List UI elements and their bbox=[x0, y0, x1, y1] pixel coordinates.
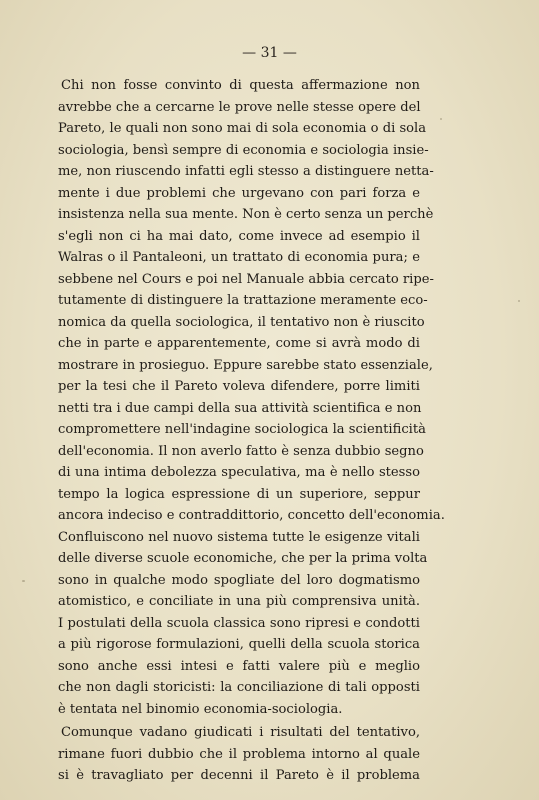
text-line: di una intima debolezza speculativa, ma è nello stesso bbox=[58, 465, 420, 480]
body-text bbox=[58, 75, 445, 787]
text-line: s'egli non ci ha mai dato, come invece ad esempio il bbox=[58, 228, 420, 244]
text-line: ancora indeciso e contraddittorio, concetto dell'economia. bbox=[58, 508, 445, 523]
text-line: dell'economia. Il non averlo fatto è senza dubbio segno bbox=[58, 443, 424, 459]
text-line: insistenza nella sua mente. Non è certo senza un perchè bbox=[58, 207, 434, 222]
text-line: è tentata nel binomio economia-sociologia. bbox=[58, 701, 343, 717]
paper-speck bbox=[518, 300, 520, 302]
text-line: netti tra i due campi della sua attività scientifica e non bbox=[58, 400, 422, 416]
text-line: si è travagliato per decenni il Pareto è il problema bbox=[58, 768, 420, 783]
text-line: mente i due problemi che urgevano con pari forza e bbox=[58, 185, 420, 201]
text-line: Confluiscono nel nuovo sistema tutte le esigenze vitali bbox=[58, 529, 420, 545]
text-line: per la tesi che il Pareto voleva difendere, porre limiti bbox=[58, 379, 420, 394]
text-line: Chi non fosse convinto di questa affermazione non bbox=[61, 78, 420, 93]
text-line: rimane fuori dubbio che il problema intorno al quale bbox=[58, 746, 420, 762]
text-line: compromettere nell'indagine sociologica la scientificità bbox=[58, 422, 426, 437]
text-line: che non dagli storicisti: la conciliazione di tali opposti bbox=[58, 680, 420, 695]
paper-speck bbox=[440, 118, 442, 120]
text-line: Comunque vadano giudicati i risultati del tentativo, bbox=[61, 725, 420, 740]
paragraph-1 bbox=[58, 75, 445, 720]
paper-speck bbox=[22, 580, 25, 582]
text-line: sociologia, bensì sempre di economia e sociologia insie- bbox=[58, 142, 429, 158]
text-line: a più rigorose formulazioni, quelli della scuola storica bbox=[58, 637, 420, 652]
text-line: Walras o il Pantaleoni, un trattato di economia pura; e bbox=[58, 250, 420, 265]
text-line: sono anche essi intesi e fatti valere più e meglio bbox=[58, 658, 420, 674]
text-line: sebbene nel Cours e poi nel Manuale abbia cercato ripe- bbox=[58, 271, 434, 287]
text-line: avrebbe che a cercarne le prove nelle stesse opere del bbox=[58, 99, 421, 115]
text-line: Pareto, le quali non sono mai di sola economia o di sola bbox=[58, 121, 427, 136]
text-line: me, non riuscendo infatti egli stesso a distinguere netta- bbox=[58, 164, 434, 179]
text-line: tutamente di distinguere la trattazione meramente eco- bbox=[58, 293, 428, 308]
text-line: atomistico, e conciliate in una più comprensiva unità. bbox=[58, 594, 420, 609]
text-line: tempo la logica espressione di un superiore, seppur bbox=[58, 486, 420, 502]
text-line: delle diverse scuole economiche, che per la prima volta bbox=[58, 551, 428, 566]
text-line: nomica da quella sociologica, il tentativo non è riuscito bbox=[58, 314, 425, 330]
text-line: che in parte e apparentemente, come si avrà modo di bbox=[58, 336, 420, 351]
page-number: — 31 — bbox=[242, 45, 297, 61]
text-line: mostrare in prosieguo. Eppure sarebbe stato essenziale, bbox=[58, 357, 433, 373]
paragraph-2 bbox=[58, 722, 420, 787]
text-line: sono in qualche modo spogliate del loro dogmatismo bbox=[58, 572, 420, 588]
text-line: I postulati della scuola classica sono ripresi e condotti bbox=[58, 615, 420, 631]
